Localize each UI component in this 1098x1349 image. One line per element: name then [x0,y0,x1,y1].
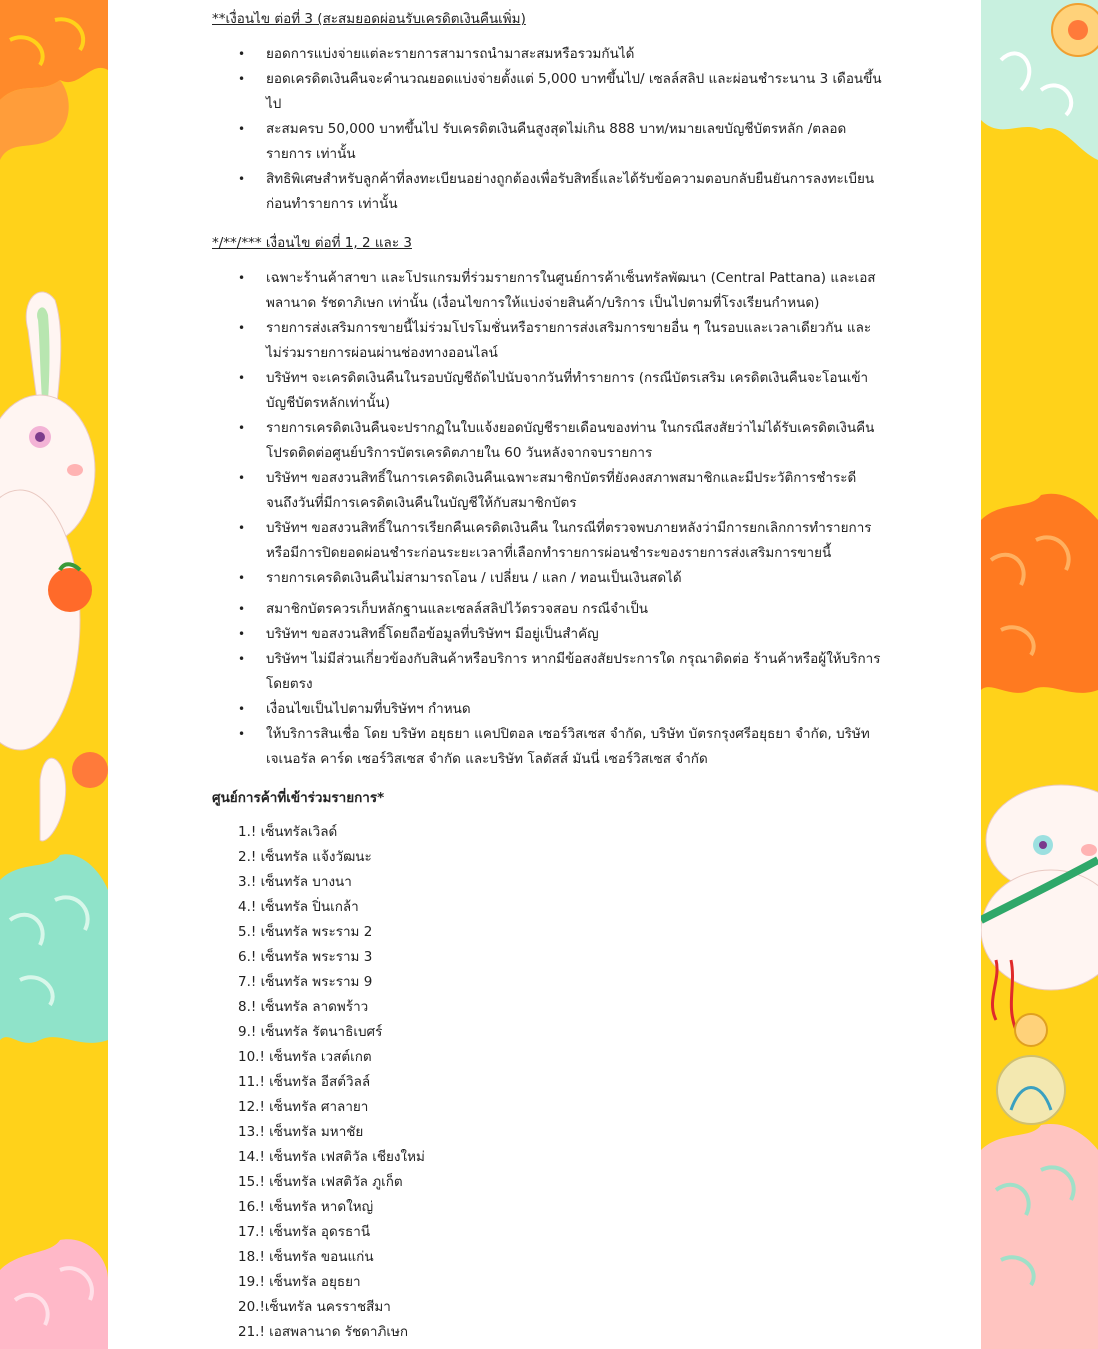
mint-cloud-icon [0,854,108,1043]
list-item: • บริษัทฯ ขอสงวนสิทธิ์ในการเรียกคืนเครดิตเงินคืน ในกรณีที่ตรวจพบภายหลังว่ามีการยกเลิกการทำรายการหรือมีการปิดยอดผ่อนชำระก่อนระยะเวลาที่เลือกทำรายการผ่อนชำระของรายการส่งเสริมการขายนี้ [212,516,882,566]
list-item: • ยอดการแบ่งจ่ายแต่ละรายการสามารถนำมาสะสมหรือรวมกันได้ [212,42,882,67]
list-item: • สิทธิพิเศษสำหรับลูกค้าที่ลงทะเบียนอย่างถูกต้องเพื่อรับสิทธิ์และได้รับข้อความตอบกลับยืนยันการลงทะเบียนก่อนทำรายการ เท่านั้น [212,167,882,217]
terms-panel [108,0,981,1349]
list-item: 7.! เซ็นทรัล พระราม 9 [238,974,373,990]
list-item: • บริษัทฯ ขอสงวนสิทธิ์ในการเครดิตเงินคืนเฉพาะสมาชิกบัตรที่ยังคงสภาพสมาชิกและมีประวัติการชำระดีจนถึงวันที่มีการเครดิตเงินคืนในบัญชีให้กับสมาชิกบัตร [212,466,882,516]
list-item: 10.! เซ็นทรัล เวสต์เกต [238,1049,372,1065]
list-item: 6.! เซ็นทรัล พระราม 3 [238,949,373,965]
list-item: 14.! เซ็นทรัล เฟสติวัล เชียงใหม่ [238,1149,425,1165]
list-item: 5.! เซ็นทรัล พระราม 2 [238,924,373,940]
list-item: 12.! เซ็นทรัล ศาลายา [238,1099,369,1115]
list-item: 3.! เซ็นทรัล บางนา [238,874,352,890]
list-item: • บริษัทฯ ไม่มีส่วนเกี่ยวข้องกับสินค้าหรือบริการ หากมีข้อสงสัยประการใด กรุณาติดต่อ ร้านค้าหรือผู้ให้บริการโดยตรง [212,647,882,697]
pink-cloud-icon [0,1239,108,1349]
section-all-heading: */**/*** เงื่อนไข ต่อที่ 1, 2 และ 3 [212,235,412,251]
list-item: 9.! เซ็นทรัล รัตนาธิเบศร์ [238,1024,383,1040]
list-item: 11.! เซ็นทรัล อีสต์วิลล์ [238,1074,371,1090]
list-item: • ยอดเครดิตเงินคืนจะคำนวณยอดแบ่งจ่ายตั้งแต่ 5,000 บาทขึ้นไป/ เซลล์สลิป และผ่อนชำระนาน 3 เดือนขึ้นไป [212,67,882,117]
section3-heading: **เงื่อนไข ต่อที่ 3 (สะสมยอดผ่อนรับเครดิตเงินคืนเพิ่ม) [212,11,526,27]
malls-list [238,820,425,1345]
list-item: • บริษัทฯ จะเครดิตเงินคืนในรอบบัญชีถัดไปนับจากวันที่ทำรายการ (กรณีบัตรเสริม เครดิตเงินคืนจะโอนเข้าบัญชีบัตรหลักเท่านั้น) [212,366,882,416]
list-item: • เฉพาะร้านค้าสาขา และโปรแกรมที่ร่วมรายการในศูนย์การค้าเซ็นทรัลพัฒนา (Central Pattana) และเอสพลานาด รัชดาภิเษก เท่านั้น (เงื่อนไขการให้แบ่งจ่ายสินค้า/บริการ เป็นไปตามที่โรงเรียนกำหนด) [212,266,882,316]
rabbit-icon [0,292,108,841]
list-item: 8.! เซ็นทรัล ลาดพร้าว [238,999,369,1015]
section-all-list-a [212,266,882,591]
pink-cloud-icon [981,1124,1098,1349]
flower-icon [981,0,1098,160]
list-item: 4.! เซ็นทรัล ปิ่นเกล้า [238,899,359,915]
list-item: 21.! เอสพลานาด รัชดาภิเษก [238,1324,409,1340]
list-item: 13.! เซ็นทรัล มหาชัย [238,1124,364,1140]
list-item: 20.!เซ็นทรัล นครราชสีมา [238,1299,391,1315]
list-item: • รายการเครดิตเงินคืนไม่สามารถโอน / เปลี่ยน / แลก / ทอนเป็นเงินสดได้ [212,566,882,591]
list-item: 15.! เซ็นทรัล เฟสติวัล ภูเก็ต [238,1174,403,1190]
list-item: • รายการเครดิตเงินคืนจะปรากฏในใบแจ้งยอดบัญชีรายเดือนของท่าน ในกรณีสงสัยว่าไม่ได้รับเครดิตเงินคืน โปรดติดต่อศูนย์บริการบัตรเครดิตภายใน 60 วันหลังจากจบรายการ [212,416,882,466]
list-item: • สมาชิกบัตรควรเก็บหลักฐานและเซลล์สลิปไว้ตรวจสอบ กรณีจำเป็น [212,597,882,622]
list-item: 19.! เซ็นทรัล อยุธยา [238,1274,361,1290]
orange-cloud-icon [981,494,1098,693]
list-item: 2.! เซ็นทรัล แจ้งวัฒนะ [238,849,372,865]
list-item: 1.! เซ็นทรัลเวิลด์ [238,824,338,840]
malls-heading: ศูนย์การค้าที่เข้าร่วมรายการ* [212,790,385,806]
list-item: • เงื่อนไขเป็นไปตามที่บริษัทฯ กำหนด [212,697,882,722]
list-item: • บริษัทฯ ขอสงวนสิทธิ์โดยถือข้อมูลที่บริษัทฯ มีอยู่เป็นสำคัญ [212,622,882,647]
list-item: 16.! เซ็นทรัล หาดใหญ่ [238,1199,374,1215]
list-item: • สะสมครบ 50,000 บาทขึ้นไป รับเครดิตเงินคืนสูงสุดไม่เกิน 888 บาท/หมายเลขบัญชีบัตรหลัก /ตลอดรายการ เท่านั้น [212,117,882,167]
rabbit-icon [981,785,1098,990]
list-item: • ให้บริการสินเชื่อ โดย บริษัท อยุธยา แคปปิตอล เซอร์วิสเซส จำกัด, บริษัท บัตรกรุงศรีอยุธยา จำกัด, บริษัท เจเนอรัล คาร์ด เซอร์วิสเซส จำกัด และบริษัท โลตัสส์ มันนี่ เซอร์วิสเซส จำกัด [212,722,882,772]
list-item: 18.! เซ็นทรัล ขอนแก่น [238,1249,374,1265]
list-item: 17.! เซ็นทรัล อุดรธานี [238,1224,371,1240]
list-item: • รายการส่งเสริมการขายนี้ไม่ร่วมโปรโมชั่นหรือรายการส่งเสริมการขายอื่น ๆ ในรอบและเวลาเดียวกัน และไม่ร่วมรายการผ่อนผ่านช่องทางออนไลน์ [212,316,882,366]
left-decoration [0,0,108,1349]
section3-list [212,42,882,217]
right-decoration [981,0,1098,1349]
orange-cloud-icon [0,0,108,160]
section-all-list-b [212,597,882,772]
